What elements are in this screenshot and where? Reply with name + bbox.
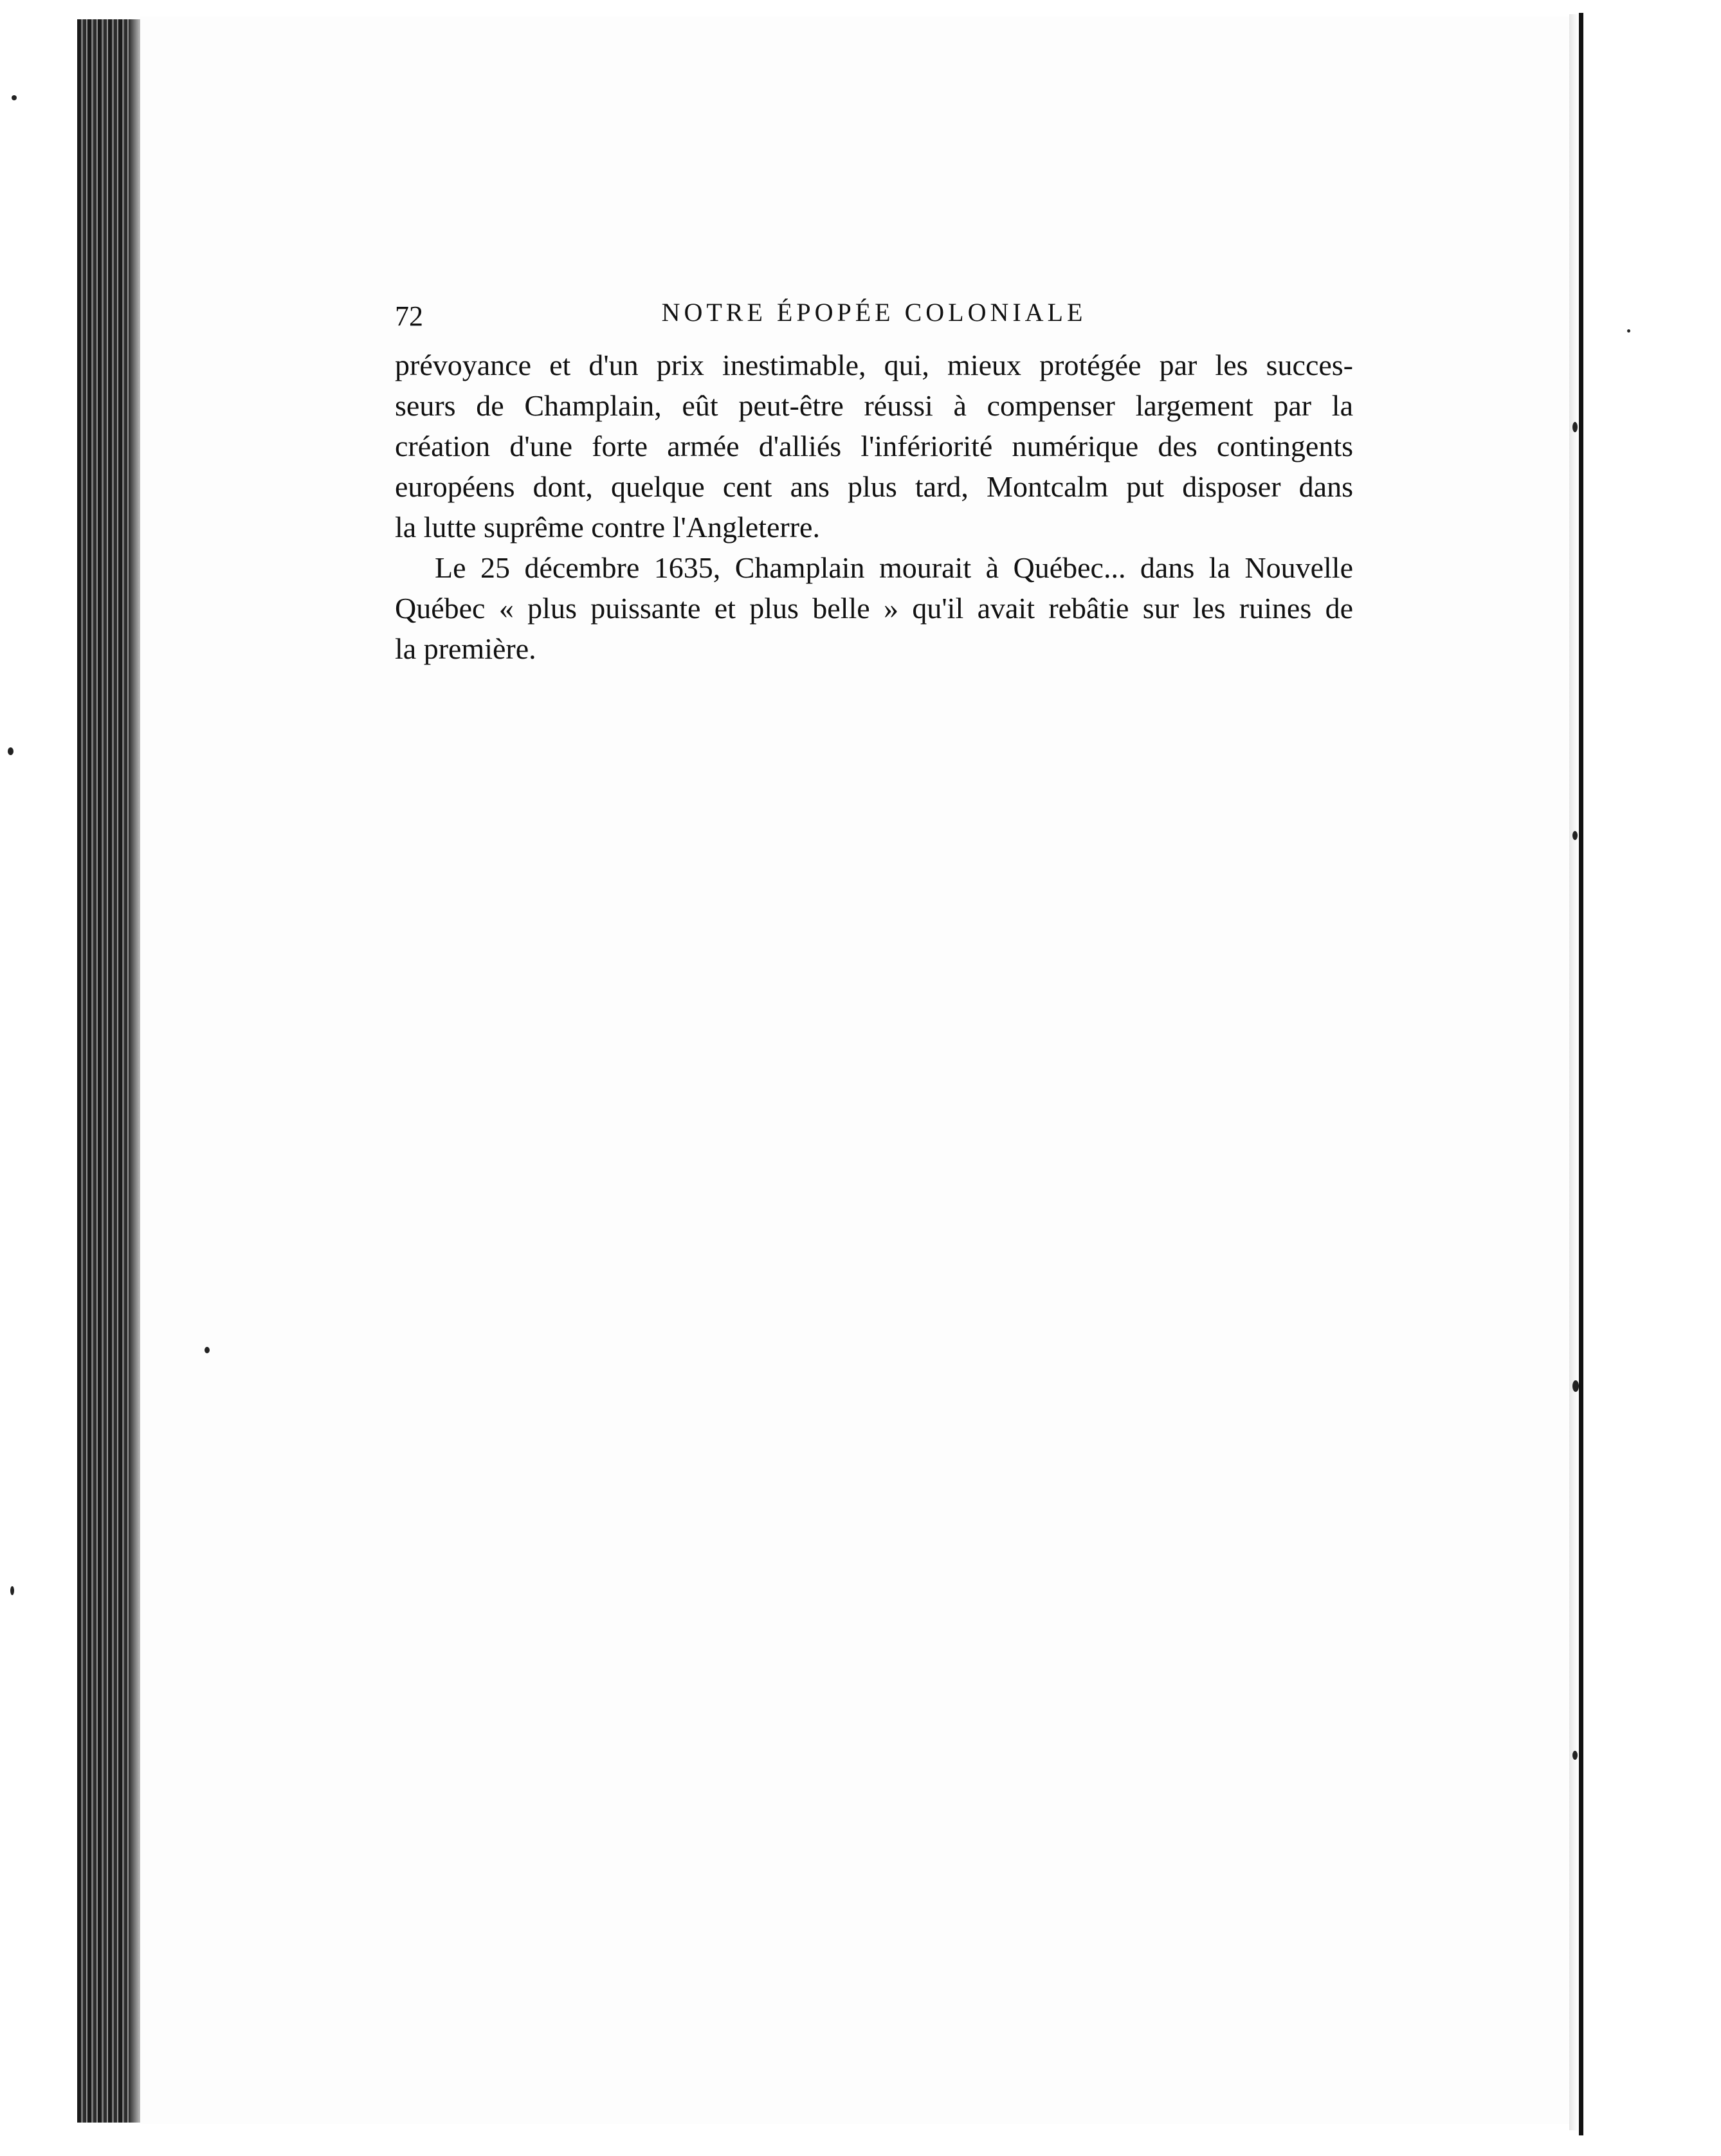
dust-speck (10, 1586, 14, 1595)
running-head (395, 297, 1353, 336)
dust-speck (8, 747, 14, 755)
text-line: prévoyance et d'un prix inestimable, qui, mieux protégée par les succes- (395, 349, 1353, 381)
dust-speck (12, 95, 17, 100)
running-title: NOTRE ÉPOPÉE COLONIALE (661, 298, 1087, 327)
text-line: la lutte suprême contre l'Angleterre. (395, 511, 820, 544)
binding-shadow-left (129, 19, 140, 2123)
text-line: la première. (395, 632, 536, 665)
text-line: Le 25 décembre 1635, Champlain mourait à Québec... dans la Nouvelle (435, 551, 1353, 584)
text-line: Québec « plus puissante et plus belle » qu'il avait rebâtie sur les ruines de (395, 592, 1353, 625)
text-line: seurs de Champlain, eût peut-être réussi à compenser largement par la (395, 389, 1353, 422)
text-line: création d'une forte armée d'alliés l'infériorité numérique des contingents (395, 430, 1353, 462)
facing-page-strip (1583, 13, 1721, 2135)
text-line: européens dont, quelque cent ans plus tard, Montcalm put disposer dans (395, 470, 1353, 503)
dust-speck (1572, 1380, 1579, 1392)
binding-edge-right (1579, 13, 1583, 2135)
paragraph (395, 547, 1353, 669)
page-number: 72 (395, 300, 423, 332)
paragraph (395, 345, 1353, 547)
dust-speck (1572, 831, 1578, 840)
body-text (395, 345, 1353, 669)
dust-speck (1572, 1751, 1578, 1760)
dust-speck (1627, 329, 1630, 333)
dust-speck (1572, 422, 1578, 432)
dust-speck (205, 1347, 210, 1353)
gutter-right (1569, 14, 1578, 2130)
